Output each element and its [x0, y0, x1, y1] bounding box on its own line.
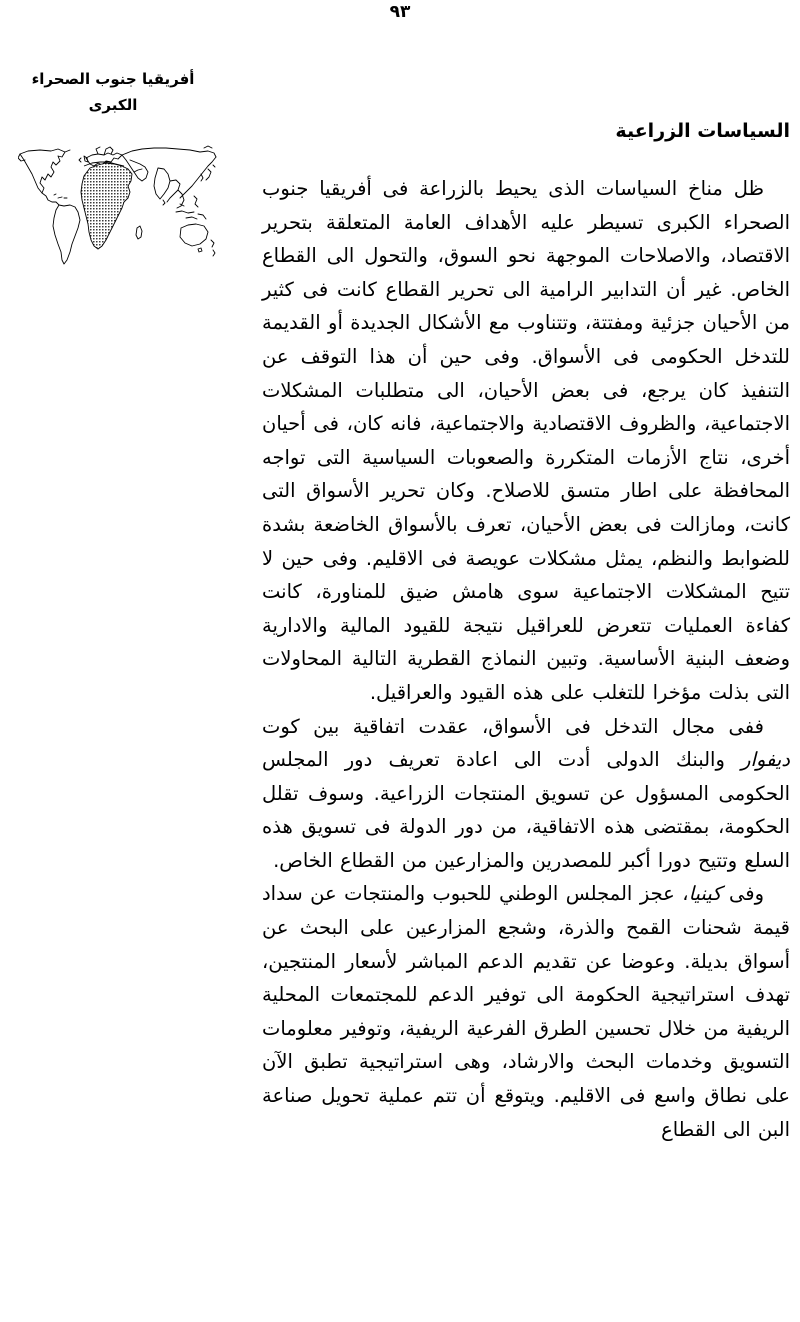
region-label [8, 66, 218, 118]
paragraph-2-text-a: ففى مجال التدخل فى الأسواق، عقدت اتفاقية بين كوت [262, 714, 764, 738]
main-text-column [262, 118, 790, 1146]
country-name-cote-divoire: ديفوار [741, 748, 790, 772]
section-heading: السياسات الزراعية [615, 120, 790, 142]
country-name-kenya: كينيا [688, 882, 722, 906]
world-map-icon [18, 136, 218, 266]
region-label-line-2: الكبرى [88, 96, 138, 114]
paragraph-2-text-b: والبنك الدولى أدت الى اعادة تعريف دور المجلس الحكومى المسؤول عن تسويق المنتجات الزراعية. وسوف تقلل الحكومة، بمقتضى هذه الاتفاقية، من دور الدولة فى تسويق هذه السلع وتتيح دورا أكبر للمصدرين والمزارعين من القطاع الخاص. [262, 748, 790, 872]
paragraph-1-text: ظل مناخ السياسات الذى يحيط بالزراعة فى أفريقيا جنوب الصحراء الكبرى تسيطر عليه الأهداف العامة المتعلقة بتحرير الاقتصاد، والاصلاحات الموجهة نحو السوق، والتحول الى القطاع الخاص. غير أن التدابير الرامية الى تحرير القطاع كانت فى كثير من الأحيان جزئية ومفتتة، وتتناوب مع الأشكال الجديدة أو القديمة للتدخل الحكومى فى الأسواق. وفى حين أن هذا التوقف عن التنفيذ كان يرجع، فى بعض الأحيان، الى متطلبات المشكلات الاجتماعية، والظروف الاقتصادية والاجتماعية، فانه كان، فى أحيان أخرى، نتاج الأزمات المتكررة والصعوبات السياسية التى تواجه المحافظة على اطار متسق للاصلاح. وكان تحرير الأسواق التى كانت، ومازالت فى بعض الأحيان، تعرف بالأسواق الخاضعة بشدة للضوابط والنظم، يمثل مشكلات عويصة فى الاقليم. وفى حين لا تتيح المشكلات الاجتماعية سوى هامش ضيق للمناورة، كانت كفاءة العمليات تتعرض للعراقيل نتيجة للقيود المالية والادارية وضعف البنية الأساسية. وتبين النماذج القطرية التالية المحاولات التى بذلت مؤخرا للتغلب على هذه القيود والعراقيل. [262, 177, 790, 704]
paragraph-2 [262, 710, 790, 878]
page-number: ٩٣ [389, 2, 411, 22]
paragraph-3-text-a: وفى [721, 882, 764, 906]
paragraph-3-text-b: ، عجز المجلس الوطني للحبوب والمنتجات عن سداد قيمة شحنات القمح والذرة، وشجع المزارعين على البحث عن أسواق بديلة. وعوضا عن تقديم الدعم المباشر لأسعار المنتجين، تهدف استراتيجية الحكومة الى توفير الدعم للمجتمعات المحلية الريفية من خلال تحسين الطرق الفرعية الريفية، وتوفير معلومات التسويق وخدمات البحث والارشاد، وهى استراتيجية تطبق الآن على نطاق واسع فى الاقليم. ويتوقع أن تتم عملية تحويل صناعة البن الى القطاع [262, 882, 790, 1141]
paragraph-3 [262, 877, 790, 1146]
margin-note-block [8, 66, 218, 266]
paragraph-1 [262, 172, 790, 710]
world-map-figure [18, 136, 218, 266]
region-label-line-1: أفريقيا جنوب الصحراء [31, 70, 195, 88]
africa-highlight [81, 163, 132, 249]
